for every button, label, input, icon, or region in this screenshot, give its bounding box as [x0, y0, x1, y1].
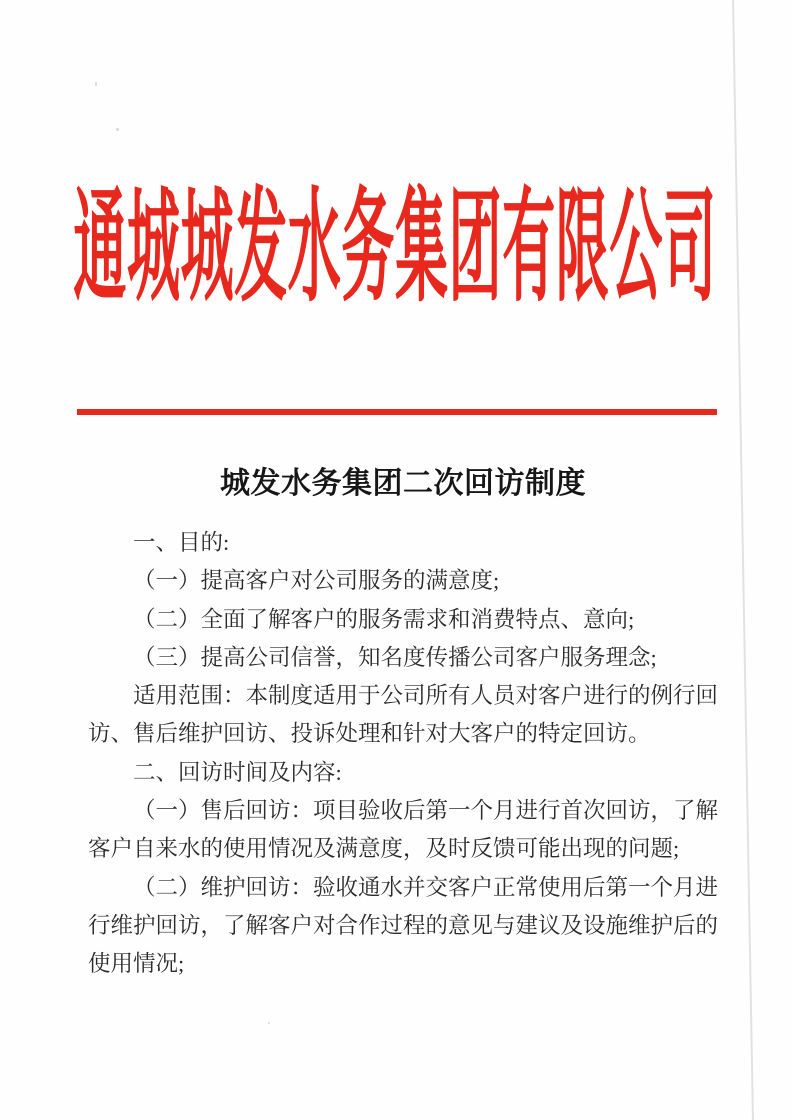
document-title: 城发水务集团二次回访制度: [220, 467, 586, 500]
body-line: （一）售后回访：项目验收后第一个月进行首次回访，了解: [133, 798, 719, 824]
scan-speck: [116, 128, 119, 131]
body-line: 一、目的:: [133, 530, 230, 555]
body-line: 使用情况;: [88, 951, 185, 977]
body-line: 客户自来水的使用情况及满意度，及时反馈可能出现的问题;: [88, 836, 680, 862]
scan-speck: [268, 1022, 270, 1024]
body-line: （一）提高客户对公司服务的满意度;: [133, 568, 500, 594]
letterhead-divider-rule: [77, 409, 717, 415]
scan-speck: [95, 82, 97, 86]
body-line: （二）维护回访：验收通水并交客户正常使用后第一个月进: [133, 874, 719, 900]
scan-artifact-line: [732, 0, 754, 1120]
body-line: （三）提高公司信誉，知名度传播公司客户服务理念;: [133, 644, 657, 670]
body-line: 二、回访时间及内容:: [133, 759, 342, 785]
document-body: [88, 524, 724, 984]
body-line: 行维护回访，了解客户对合作过程的意见与建议及设施维护后的: [88, 912, 719, 938]
body-line: 访、售后维护回访、投诉处理和针对大客户的特定回访。: [88, 721, 651, 747]
body-line: 适用范围：本制度适用于公司所有人员对客户进行的例行回: [133, 683, 719, 709]
body-line: （二）全面了解客户的服务需求和消费特点、意向;: [133, 606, 635, 632]
company-name: 通城城发水务集团有限公司: [73, 182, 717, 317]
